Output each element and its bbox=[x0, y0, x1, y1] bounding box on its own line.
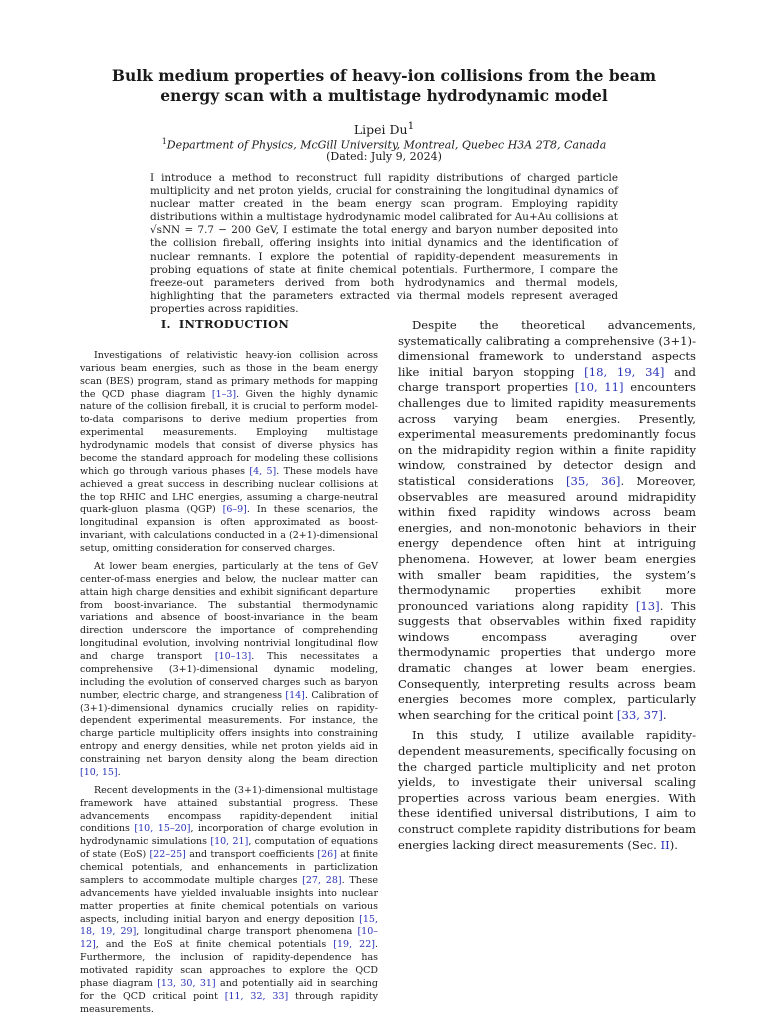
citation[interactable]: [15, 18, 19, 29] bbox=[80, 913, 378, 938]
citation[interactable]: [19, 22] bbox=[333, 939, 375, 951]
abstract: I introduce a method to reconstruct full rapidity distributions of charged particle multiplicity and net proton yields, crucial for constraining the longitudinal dynamics of nuclear matter created in the beam energy scan program. Employing rapidity distributions within a multistage hydrodynamic model calibrated for Au+Au collisions at √sNN = 7.7 − 200 GeV, I estimate the total energy and baryon number deposited into the collision fireball, offering insights into initial dynamics and the identification of nuclear remnants. I explore the potential of rapidity-dependent measurements in probing equations of state at finite chemical potentials. Furthermore, I compare the freeze-out parameters derived from both hydrodynamics and thermal models, highlighting that the parameters extracted via thermal models represent averaged properties across rapidities. bbox=[150, 172, 618, 315]
citation[interactable]: [27, 28] bbox=[302, 874, 342, 886]
citation[interactable]: [26] bbox=[317, 849, 337, 861]
author-affiliation-mark: 1 bbox=[407, 120, 415, 132]
author-line bbox=[0, 120, 768, 137]
citation[interactable]: [10, 15] bbox=[80, 766, 118, 778]
citation[interactable]: [6–9] bbox=[222, 504, 247, 516]
citation[interactable]: [10, 11] bbox=[574, 380, 624, 395]
citation[interactable]: [13, 30, 31] bbox=[157, 977, 216, 989]
dated-line: (Dated: July 9, 2024) bbox=[326, 150, 442, 163]
citation[interactable]: [13] bbox=[635, 598, 660, 613]
citation[interactable]: [10, 15–20] bbox=[134, 823, 191, 835]
citation[interactable]: [10–13] bbox=[214, 651, 252, 662]
citation[interactable]: [1–3] bbox=[211, 388, 237, 400]
citation[interactable]: [33, 37] bbox=[616, 707, 663, 722]
author-name: Lipei Du bbox=[353, 122, 408, 138]
affiliation: Department of Physics, McGill University, Montreal, Quebec H3A 2T8, Canada bbox=[166, 138, 607, 152]
paragraph-3: Recent developments in the (3+1)-dimensional multistage framework have attained substantial progress. These advancements encompass rapidity-dependent initial conditions [10, 15–20], incorporation of charge evolution in hydrodynamic simulations [10, 21], computation of equations of state (EoS) [22–25] and transport coefficients [26] at finite chemical potentials, and enhancements in particlization samplers to accommodate multiple charges [27, 28]. These advancements have yielded invaluable insights into nuclear matter properties at finite chemical potentials on various aspects, including initial baryon and energy deposition [15, 18, 19, 29], longitudinal charge transport phenomena [10–12], and the EoS at finite chemical potentials [19, 22]. Furthermore, the inclusion of rapidity-dependence has motivated rapidity scan approaches to explore the QCD phase diagram [13, 30, 31] and potentially aid in searching for the QCD critical point [11, 32, 33] through rapidity measurements. bbox=[80, 784, 379, 1015]
citation[interactable]: [14] bbox=[285, 689, 305, 701]
paragraph-5: In this study, I utilize available rapidity-dependent measurements, specifically focusing on the charged particle multiplicity and net proton yields, to investigate their universal scaling properties across various beam energies. With these identified universal distributions, I aim to construct complete rapidity distributions for beam energies lacking direct measurements (Sec. II). bbox=[398, 728, 696, 852]
section-title: INTRODUCTION bbox=[178, 317, 290, 331]
citation[interactable]: [11, 32, 33] bbox=[224, 990, 289, 1002]
paragraph-1: Investigations of relativistic heavy-ion collision across various beam energies, such as those in the beam energy scan (BES) program, stand as primary methods for mapping the QCD phase diagram [1–3]. Given the highly dynamic nature of the collision fireball, it is crucial to perform model-to-data comparisons to derive medium properties from experimental measurements. Employing multistage hydrodynamic models that consist of diverse physics has become the standard approach for modeling these collisions which go through various phases [4, 5]. These models have achieved a great success in describing nuclear collisions at the top RHIC and LHC energies, assuming a charge-neutral quark-gluon plasma (QGP) [6–9]. In these scenarios, the longitudinal expansion is often approximated as boost-invariant, with calculations conducted in a (2+1)-dimensional setup, omitting consideration for conserved charges. bbox=[80, 349, 378, 554]
paragraph-4: Despite the theoretical advancements, systematically calibrating a comprehensive (3+1)-dimensional framework to understand aspects like initial baryon stopping [18, 19, 34] and charge transport properties [10, 11] encounters challenges due to limited rapidity measurements across varying beam energies. Presently, experimental measurements predominantly focus on the midrapidity region within a finite rapidity window, constrained by detector design and statistical considerations [35, 36]. Moreover, observables are measured around midrapidity within fixed rapidity windows across beam energies, and non-monotonic behaviors in their energy dependence often hint at intriguing phenomena. However, at lower beam energies with smaller beam rapidities, the system’s thermodynamic properties exhibit more pronounced variations along rapidity [13]. This suggests that observables within fixed rapidity windows encompass averaging over thermodynamic properties that undergo more dramatic changes at lower beam energies. Consequently, interpreting results across beam energies becomes more complex, particularly when searching for the critical point [33, 37]. bbox=[398, 318, 696, 722]
section-number: I. bbox=[160, 317, 171, 331]
citation[interactable]: [10, 21] bbox=[210, 836, 249, 848]
section-link[interactable]: II bbox=[660, 837, 670, 852]
left-column bbox=[80, 318, 378, 1017]
paper-title: Bulk medium properties of heavy-ion collisions from the beam energy scan with a multistage hydrodynamic model bbox=[111, 66, 657, 105]
citation[interactable]: [18, 19, 34] bbox=[584, 364, 665, 379]
affiliation-mark: 1 bbox=[161, 137, 167, 146]
citation[interactable]: [22–25] bbox=[149, 849, 186, 861]
citation[interactable]: [4, 5] bbox=[249, 465, 277, 477]
paragraph-2: At lower beam energies, particularly at the tens of GeV center-of-mass energies and below, the nuclear matter can attain high charge densities and exhibit significant departure from boost-invariance. The substantial thermodynamic variations and absence of boost-invariance in the beam direction underscore the importance of comprehending longitudinal evolution, involving nontrivial longitudinal flow and charge transport [10–13]. This necessitates a comprehensive (3+1)-dimensional dynamic modeling, including the evolution of conserved charges such as baryon number, electric charge, and strangeness [14]. Calibration of (3+1)-dimensional dynamics crucially relies on rapidity-dependent experimental measurements. For instance, the charge particle multiplicity offers insights into constraining entropy and energy densities, while net proton yields aid in constraining net baryon density along the beam direction [10, 15]. bbox=[80, 560, 378, 778]
right-column bbox=[398, 318, 696, 853]
section-heading bbox=[80, 318, 378, 331]
citation[interactable]: [35, 36] bbox=[565, 473, 621, 488]
citation[interactable]: [10–12] bbox=[80, 926, 378, 951]
